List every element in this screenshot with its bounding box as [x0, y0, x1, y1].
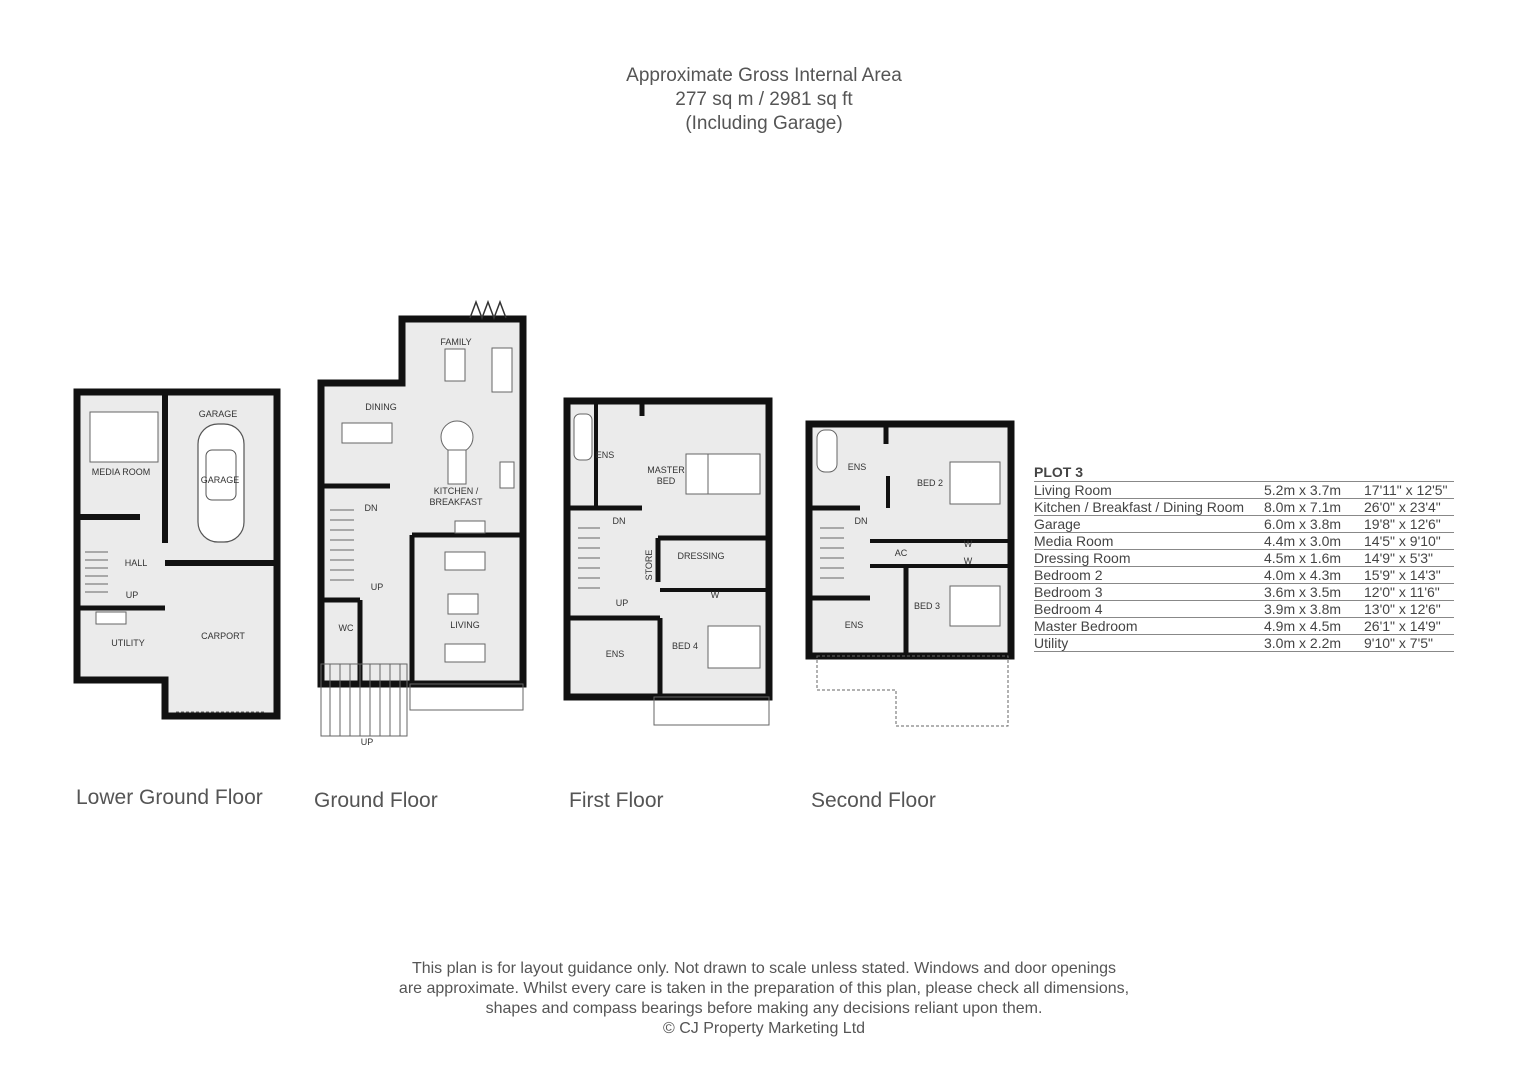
- schedule-imperial: 9'10" x 7'5": [1364, 635, 1433, 651]
- label-bed4: BED 4: [671, 641, 699, 651]
- schedule-room-name: Bedroom 2: [1034, 567, 1103, 583]
- label-up-f1: UP: [615, 598, 629, 608]
- schedule-row: [1034, 618, 1454, 635]
- schedule-metric: 6.0m x 3.8m: [1264, 516, 1342, 532]
- label-bed2: BED 2: [916, 478, 944, 488]
- schedule-imperial: 13'0" x 12'6": [1364, 601, 1441, 617]
- schedule-imperial: 14'9" x 5'3": [1364, 550, 1433, 566]
- schedule-imperial: 26'0" x 23'4": [1364, 499, 1441, 515]
- schedule-imperial: 17'11" x 12'5": [1364, 482, 1448, 498]
- disclaimer-line-1: This plan is for layout guidance only. Not drawn to scale unless stated. Windows and door openings: [411, 960, 1117, 977]
- label-dn-g: DN: [364, 503, 378, 513]
- label-dressing: DRESSING: [677, 551, 725, 561]
- first-floor-plan: [567, 401, 769, 725]
- floor-label-first: First Floor: [569, 789, 664, 812]
- disclaimer: [0, 959, 1528, 1039]
- label-family: FAMILY: [440, 337, 472, 347]
- schedule-room-name: Living Room: [1034, 482, 1112, 498]
- copyright: © CJ Property Marketing Ltd: [662, 1020, 866, 1037]
- schedule-imperial: 12'0" x 11'6": [1364, 584, 1440, 600]
- label-master-1: MASTER: [647, 465, 685, 475]
- label-w-f2a: W: [963, 539, 973, 549]
- schedule-room-name: Media Room: [1034, 533, 1114, 549]
- lower-ground-floor-plan: [77, 392, 277, 716]
- label-bed3: BED 3: [913, 601, 941, 611]
- schedule-imperial: 15'9" x 14'3": [1364, 567, 1441, 583]
- schedule-metric: 4.9m x 4.5m: [1264, 618, 1342, 634]
- area-title: Approximate Gross Internal Area: [626, 65, 902, 86]
- schedule-row: [1034, 584, 1454, 601]
- floor-label-second: Second Floor: [811, 789, 936, 812]
- label-hall: HALL: [124, 558, 148, 568]
- schedule-metric: 3.0m x 2.2m: [1264, 635, 1342, 651]
- label-up-lg: UP: [125, 590, 139, 600]
- label-garage-car: GARAGE: [200, 475, 240, 485]
- label-ens-f2b: ENS: [844, 620, 864, 630]
- floor-label-ground: Ground Floor: [314, 789, 438, 812]
- label-ac: AC: [894, 548, 908, 558]
- schedule-row: [1034, 567, 1454, 584]
- schedule-room-name: Bedroom 3: [1034, 584, 1103, 600]
- schedule-metric: 4.0m x 4.3m: [1264, 567, 1342, 583]
- schedule-room-name: Dressing Room: [1034, 550, 1131, 566]
- schedule-imperial: 19'8" x 12'6": [1364, 516, 1441, 532]
- label-ens-f1: ENS: [595, 450, 615, 460]
- room-schedule: [1034, 464, 1454, 652]
- ground-floor-plan: [321, 302, 523, 747]
- schedule-imperial: 26'1" x 14'9": [1364, 618, 1441, 634]
- label-up-g: UP: [370, 582, 384, 592]
- label-dn-f1: DN: [612, 516, 626, 526]
- label-master-2: BED: [656, 476, 676, 486]
- label-utility: UTILITY: [111, 638, 145, 648]
- schedule-room-name: Master Bedroom: [1034, 618, 1138, 634]
- label-store: STORE: [644, 549, 654, 581]
- label-media-room: MEDIA ROOM: [91, 467, 151, 477]
- schedule-room-name: Kitchen / Breakfast / Dining Room: [1034, 499, 1245, 515]
- label-wc: WC: [338, 623, 354, 633]
- schedule-room-name: Garage: [1034, 516, 1081, 532]
- schedule-imperial: 14'5" x 9'10": [1364, 533, 1441, 549]
- schedule-metric: 3.6m x 3.5m: [1264, 584, 1342, 600]
- schedule-row: [1034, 601, 1454, 618]
- schedule-rows: [1034, 481, 1454, 652]
- schedule-row: [1034, 499, 1454, 516]
- disclaimer-line-3: shapes and compass bearings before making any decisions reliant upon them.: [485, 1000, 1043, 1017]
- schedule-metric: 4.4m x 3.0m: [1264, 533, 1342, 549]
- label-dining: DINING: [365, 402, 397, 412]
- schedule-metric: 3.9m x 3.8m: [1264, 601, 1342, 617]
- schedule-room-name: Utility: [1034, 635, 1069, 651]
- schedule-title: PLOT 3: [1034, 464, 1084, 480]
- label-garage-top: GARAGE: [198, 409, 238, 419]
- schedule-row: [1034, 516, 1454, 533]
- label-w-f1: W: [710, 590, 720, 600]
- label-kitchen-1: KITCHEN /: [433, 486, 479, 496]
- label-w-f2b: W: [963, 556, 973, 566]
- schedule-metric: 5.2m x 3.7m: [1264, 482, 1342, 498]
- label-ens-f2: ENS: [847, 462, 867, 472]
- label-ens-f1b: ENS: [605, 649, 625, 659]
- floor-label-lower-ground: Lower Ground Floor: [76, 786, 263, 809]
- area-note: (Including Garage): [685, 113, 843, 134]
- schedule-metric: 4.5m x 1.6m: [1264, 550, 1342, 566]
- second-floor-plan: [809, 424, 1011, 726]
- schedule-metric: 8.0m x 7.1m: [1264, 499, 1342, 515]
- label-dn-f2: DN: [854, 516, 868, 526]
- schedule-room-name: Bedroom 4: [1034, 601, 1103, 617]
- schedule-row: [1034, 550, 1454, 567]
- disclaimer-line-2: are approximate. Whilst every care is taken in the preparation of this plan, please check all dimensions,: [398, 980, 1130, 997]
- label-living: LIVING: [450, 620, 480, 630]
- label-up-ext: UP: [360, 737, 374, 747]
- label-kitchen-2: BREAKFAST: [429, 497, 483, 507]
- schedule-row: [1034, 533, 1454, 550]
- schedule-row: [1034, 635, 1454, 652]
- area-size: 277 sq m / 2981 sq ft: [675, 89, 853, 110]
- schedule-row: [1034, 481, 1454, 499]
- label-carport: CARPORT: [201, 631, 245, 641]
